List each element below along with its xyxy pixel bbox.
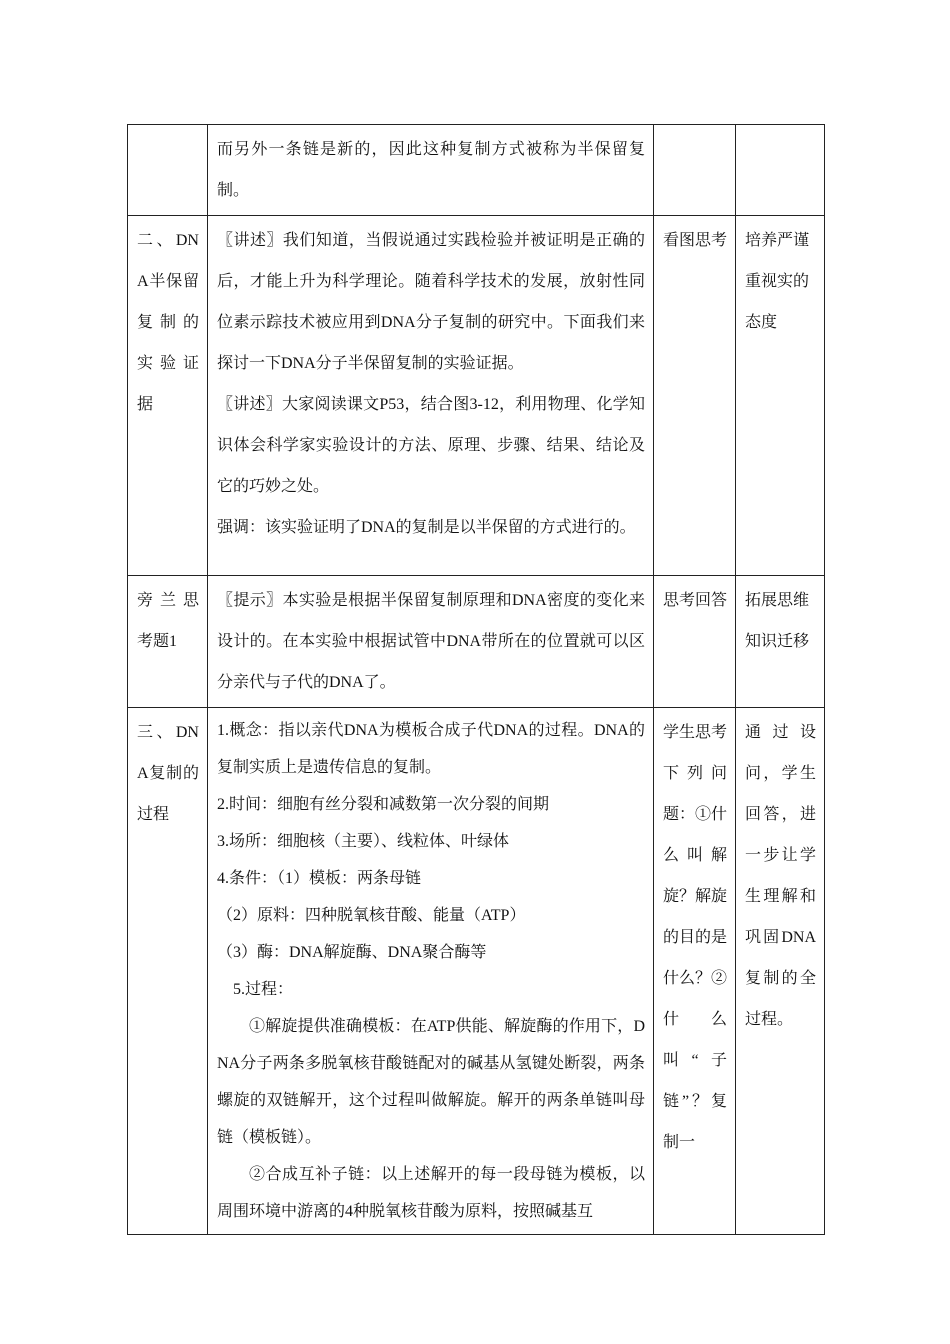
content-paragraph: 2.时间：细胞有丝分裂和减数第一次分裂的间期 (217, 796, 550, 813)
content-paragraph: 而另外一条链是新的，因此这种复制方式被称为半保留复制。 (217, 141, 645, 199)
lesson-plan-table (127, 124, 825, 1235)
student-activity-cell (654, 125, 736, 216)
design-purpose-cell: 培养严谨重视实的态度 (736, 216, 825, 576)
content-cell (208, 125, 654, 216)
section-cell: 三、DNA复制的过程 (128, 708, 208, 1235)
content-cell (208, 576, 654, 708)
content-paragraph: （3）酶：DNA解旋酶、DNA聚合酶等 (217, 944, 487, 961)
content-paragraph: 4.条件：（1）模板：两条母链 (217, 870, 422, 887)
content-paragraph: 强调：该实验证明了DNA的复制是以半保留的方式进行的。 (217, 519, 636, 536)
student-activity-cell: 学生思考下列问题：①什么叫解旋？解旋的目的是什么？②什么叫“子链”？复制一 (654, 708, 736, 1235)
content-paragraph: 〖提示〗本实验是根据半保留复制原理和DNA密度的变化来设计的。在本实验中根据试管中DNA带所在的位置就可以区分亲代与子代的DNA了。 (217, 592, 645, 691)
section-cell: 旁兰思考题1 (128, 576, 208, 708)
content-paragraph: 〖讲述〗我们知道，当假说通过实践检验并被证明是正确的后，才能上升为科学理论。随着科学技术的发展，放射性同位素示踪技术被应用到DNA分子复制的研究中。下面我们来探讨一下DNA分子半保留复制的实验证据。 (217, 232, 645, 372)
content-paragraph: 〖讲述〗大家阅读课文P53，结合图3-12，利用物理、化学知识体会科学家实验设计的方法、原理、步骤、结果、结论及它的巧妙之处。 (217, 396, 645, 495)
design-purpose-cell: 拓展思维知识迁移 (736, 576, 825, 708)
table-row (128, 576, 825, 708)
design-purpose-cell (736, 125, 825, 216)
content-paragraph: ①解旋提供准确模板：在ATP供能、解旋酶的作用下，DNA分子两条多脱氧核苷酸链配对的碱基从氢键处断裂，两条螺旋的双链解开，这个过程叫做解旋。解开的两条单链叫母链（模板链）。 (217, 1018, 645, 1146)
student-activity-cell: 看图思考 (654, 216, 736, 576)
content-paragraph: 3.场所：细胞核（主要）、线粒体、叶绿体 (217, 833, 510, 850)
content-cell (208, 708, 654, 1235)
content-paragraph: 5.过程： (233, 981, 294, 998)
design-purpose-cell: 通过设问，学生回答，进一步让学生理解和巩固DNA复制的全过程。 (736, 708, 825, 1235)
content-cell (208, 216, 654, 576)
table-row (128, 216, 825, 576)
section-cell: 二、DNA半保留复制的实验证据 (128, 216, 208, 576)
table-row (128, 125, 825, 216)
content-paragraph: 1.概念：指以亲代DNA为模板合成子代DNA的过程。DNA的复制实质上是遗传信息的复制。 (217, 722, 645, 776)
table-row (128, 708, 825, 1235)
student-activity-cell: 思考回答 (654, 576, 736, 708)
content-paragraph: ②合成互补子链：以上述解开的每一段母链为模板，以周围环境中游离的4种脱氧核苷酸为原料，按照碱基互 (217, 1166, 645, 1220)
content-paragraph: （2）原料：四种脱氧核苷酸、能量（ATP） (217, 907, 526, 924)
section-cell (128, 125, 208, 216)
